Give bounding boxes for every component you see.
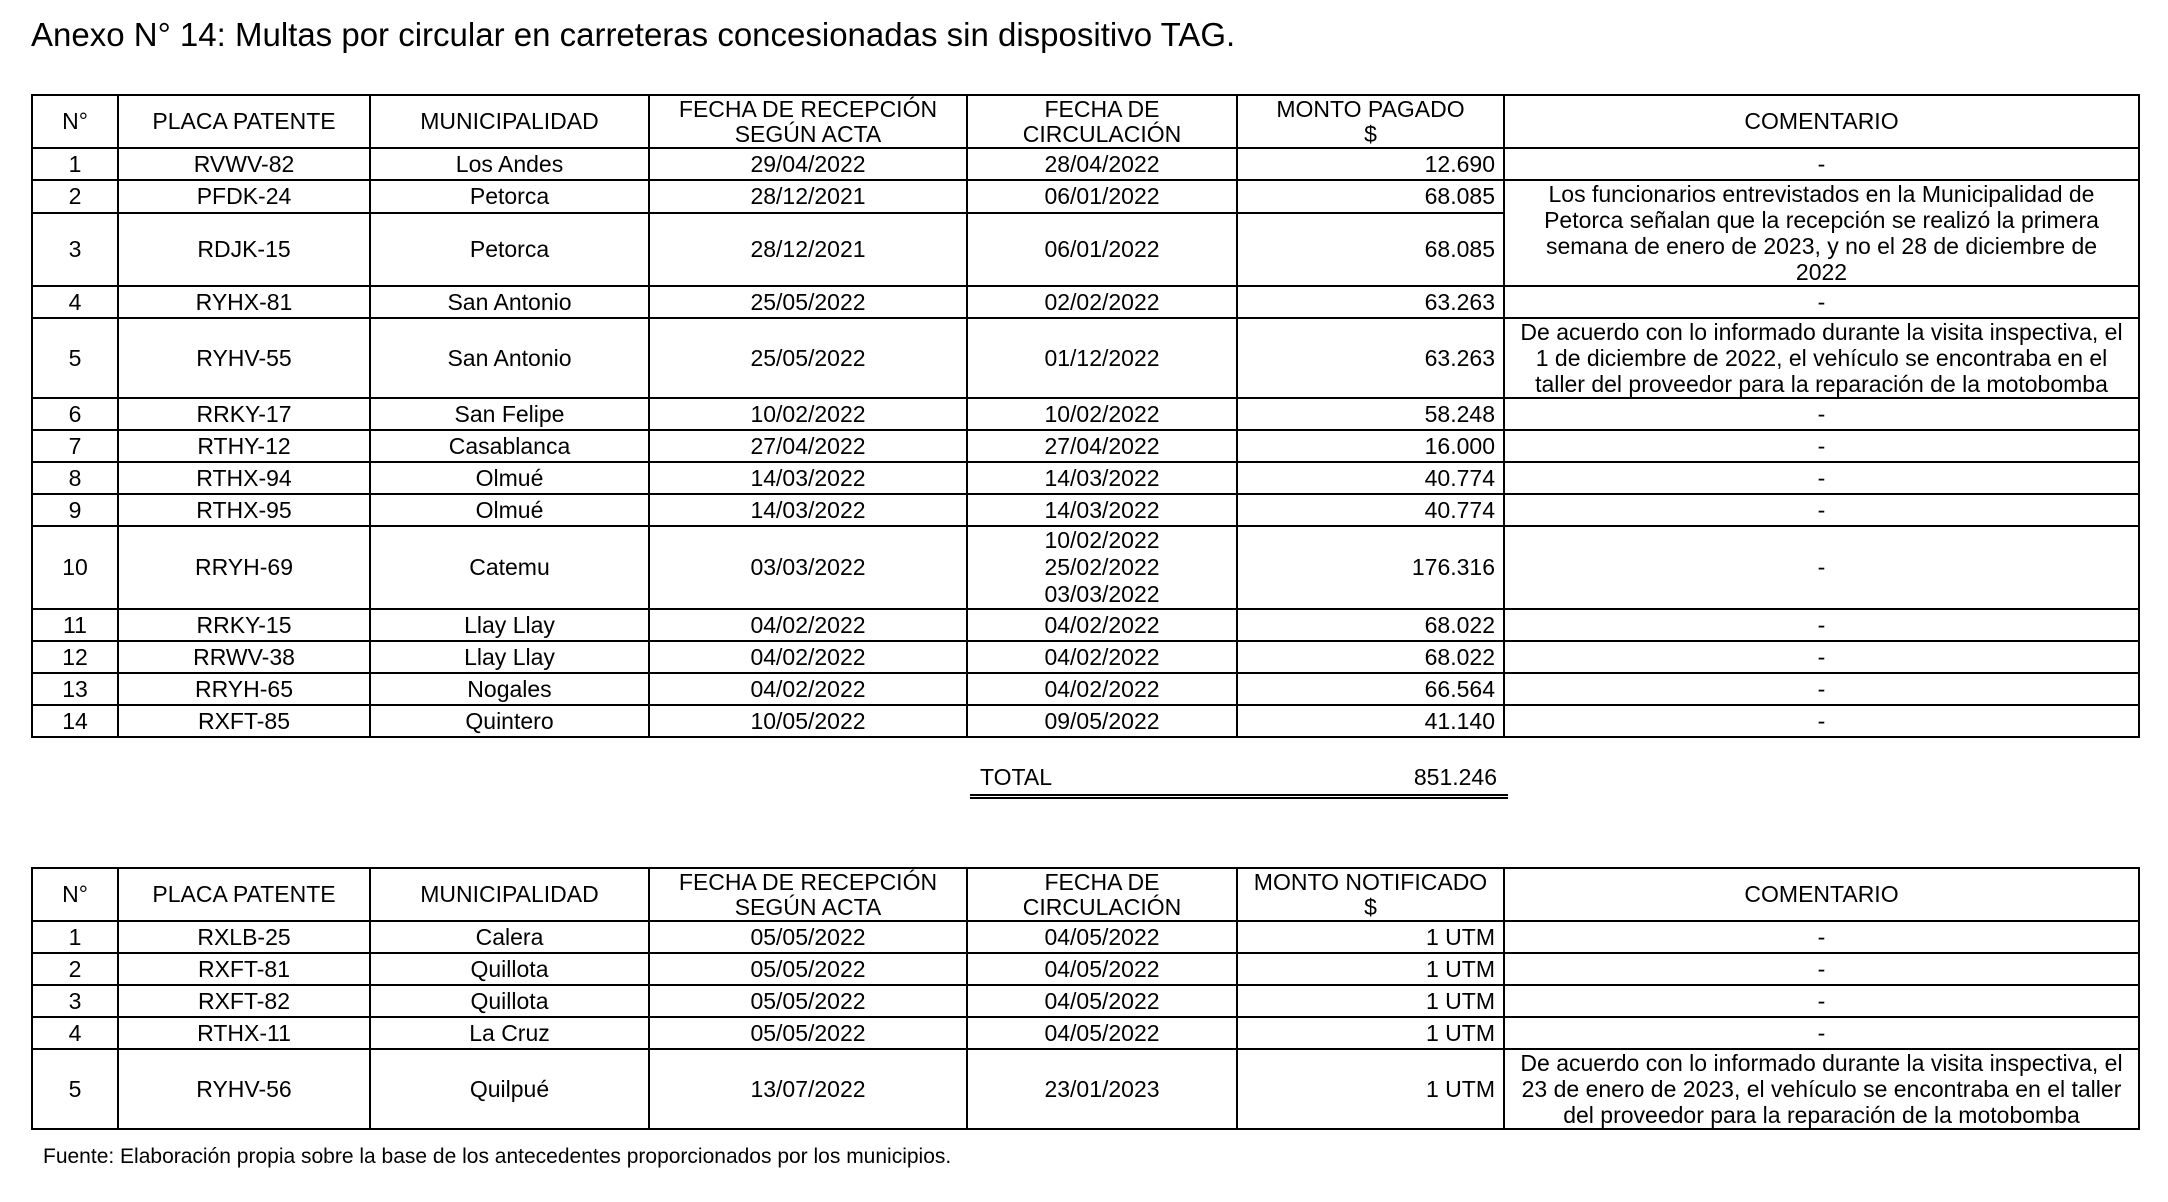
cell-recepcion: 05/05/2022 — [649, 921, 967, 953]
cell-monto: 40.774 — [1237, 462, 1504, 494]
cell-municipalidad: Llay Llay — [370, 641, 649, 673]
header-monto: MONTO PAGADO $ — [1237, 95, 1504, 148]
cell-circulacion: 27/04/2022 — [967, 430, 1237, 462]
cell-municipalidad: San Antonio — [370, 318, 649, 398]
header-municipalidad: MUNICIPALIDAD — [370, 95, 649, 148]
table-row — [32, 462, 2139, 494]
cell-recepcion: 04/02/2022 — [649, 641, 967, 673]
cell-recepcion: 05/05/2022 — [649, 1017, 967, 1049]
cell-comentario: De acuerdo con lo informado durante la visita inspectiva, el 1 de diciembre de 2022, el vehículo se encontraba en el taller del proveedor para la reparación de la motobomba — [1504, 318, 2139, 398]
cell-municipalidad: Quillota — [370, 985, 649, 1017]
cell-monto: 41.140 — [1237, 705, 1504, 737]
cell-municipalidad: Petorca — [370, 180, 649, 213]
table-row — [32, 673, 2139, 705]
cell-placa: RYHV-55 — [118, 318, 370, 398]
cell-circulacion: 04/02/2022 — [967, 673, 1237, 705]
cell-monto: 12.690 — [1237, 148, 1504, 180]
cell-comentario: - — [1504, 985, 2139, 1017]
cell-n: 2 — [32, 953, 118, 985]
cell-circulacion: 06/01/2022 — [967, 213, 1237, 286]
cell-placa: RRKY-17 — [118, 398, 370, 430]
cell-municipalidad: Olmué — [370, 494, 649, 526]
table-row — [32, 705, 2139, 737]
header-n: N° — [32, 868, 118, 921]
table-row — [32, 985, 2139, 1017]
header-placa: PLACA PATENTE — [118, 868, 370, 921]
cell-circulacion: 14/03/2022 — [967, 494, 1237, 526]
table-row — [32, 318, 2139, 398]
cell-municipalidad: Llay Llay — [370, 609, 649, 641]
cell-recepcion: 03/03/2022 — [649, 526, 967, 609]
header-municipalidad: MUNICIPALIDAD — [370, 868, 649, 921]
cell-circulacion: 10/02/2022 — [967, 398, 1237, 430]
cell-placa: RXFT-82 — [118, 985, 370, 1017]
fines-paid-table — [31, 94, 2140, 738]
cell-monto: 1 UTM — [1237, 921, 1504, 953]
cell-circulacion: 14/03/2022 — [967, 462, 1237, 494]
cell-municipalidad: Quintero — [370, 705, 649, 737]
cell-monto: 176.316 — [1237, 526, 1504, 609]
cell-monto: 1 UTM — [1237, 985, 1504, 1017]
table-row — [32, 398, 2139, 430]
cell-monto: 58.248 — [1237, 398, 1504, 430]
cell-recepcion: 10/02/2022 — [649, 398, 967, 430]
cell-circulacion: 28/04/2022 — [967, 148, 1237, 180]
total-label: TOTAL — [980, 764, 1052, 790]
cell-comentario: - — [1504, 398, 2139, 430]
cell-placa: RRWV-38 — [118, 641, 370, 673]
cell-n: 1 — [32, 921, 118, 953]
cell-recepcion: 25/05/2022 — [649, 318, 967, 398]
header-fecha-recepcion: FECHA DE RECEPCIÓN SEGÚN ACTA — [649, 868, 967, 921]
cell-placa: RYHV-56 — [118, 1049, 370, 1129]
cell-n: 3 — [32, 213, 118, 286]
cell-circulacion: 04/05/2022 — [967, 1017, 1237, 1049]
cell-n: 5 — [32, 318, 118, 398]
cell-n: 9 — [32, 494, 118, 526]
cell-monto: 66.564 — [1237, 673, 1504, 705]
header-fecha-circulacion: FECHA DE CIRCULACIÓN — [967, 95, 1237, 148]
table-header-row — [32, 868, 2139, 921]
table-row — [32, 1049, 2139, 1129]
cell-circulacion: 04/05/2022 — [967, 921, 1237, 953]
cell-recepcion: 04/02/2022 — [649, 609, 967, 641]
header-comentario: COMENTARIO — [1504, 868, 2139, 921]
cell-recepcion: 27/04/2022 — [649, 430, 967, 462]
cell-municipalidad: San Felipe — [370, 398, 649, 430]
cell-circulacion: 02/02/2022 — [967, 286, 1237, 318]
cell-circulacion: 04/02/2022 — [967, 609, 1237, 641]
cell-placa: RVWV-82 — [118, 148, 370, 180]
table-row — [32, 609, 2139, 641]
cell-comentario-merged: Los funcionarios entrevistados en la Municipalidad de Petorca señalan que la recepción se realizó la primera semana de enero de 2023, y no el 28 de diciembre de 2022 — [1504, 180, 2139, 286]
cell-comentario: - — [1504, 609, 2139, 641]
header-n: N° — [32, 95, 118, 148]
header-placa: PLACA PATENTE — [118, 95, 370, 148]
cell-circulacion: 04/05/2022 — [967, 953, 1237, 985]
cell-comentario: - — [1504, 286, 2139, 318]
cell-comentario: - — [1504, 641, 2139, 673]
cell-circulacion: 04/02/2022 — [967, 641, 1237, 673]
header-fecha-recepcion: FECHA DE RECEPCIÓN SEGÚN ACTA — [649, 95, 967, 148]
table-row — [32, 180, 2139, 213]
table-row — [32, 430, 2139, 462]
cell-monto: 68.022 — [1237, 609, 1504, 641]
table-row — [32, 953, 2139, 985]
cell-recepcion: 28/12/2021 — [649, 213, 967, 286]
cell-circulacion: 04/05/2022 — [967, 985, 1237, 1017]
total-value: 851.246 — [1413, 764, 1497, 790]
cell-monto: 1 UTM — [1237, 1017, 1504, 1049]
cell-placa: PFDK-24 — [118, 180, 370, 213]
cell-monto: 40.774 — [1237, 494, 1504, 526]
cell-comentario: De acuerdo con lo informado durante la visita inspectiva, el 23 de enero de 2023, el vehículo se encontraba en el taller del proveedor para la reparación de la motobomba — [1504, 1049, 2139, 1129]
cell-placa: RXFT-85 — [118, 705, 370, 737]
cell-placa: RRKY-15 — [118, 609, 370, 641]
cell-monto: 63.263 — [1237, 318, 1504, 398]
cell-circulacion: 01/12/2022 — [967, 318, 1237, 398]
cell-comentario: - — [1504, 526, 2139, 609]
cell-municipalidad: Los Andes — [370, 148, 649, 180]
cell-placa: RYHX-81 — [118, 286, 370, 318]
cell-recepcion: 14/03/2022 — [649, 462, 967, 494]
cell-monto: 68.022 — [1237, 641, 1504, 673]
cell-n: 13 — [32, 673, 118, 705]
cell-n: 11 — [32, 609, 118, 641]
cell-placa: RRYH-69 — [118, 526, 370, 609]
cell-placa: RRYH-65 — [118, 673, 370, 705]
cell-monto: 68.085 — [1237, 213, 1504, 286]
cell-placa: RTHX-95 — [118, 494, 370, 526]
cell-comentario: - — [1504, 1017, 2139, 1049]
cell-recepcion: 05/05/2022 — [649, 985, 967, 1017]
cell-circulacion: 10/02/2022 25/02/2022 03/03/2022 — [967, 526, 1237, 609]
cell-comentario: - — [1504, 673, 2139, 705]
header-fecha-circulacion: FECHA DE CIRCULACIÓN — [967, 868, 1237, 921]
cell-municipalidad: La Cruz — [370, 1017, 649, 1049]
cell-monto: 16.000 — [1237, 430, 1504, 462]
header-comentario: COMENTARIO — [1504, 95, 2139, 148]
cell-municipalidad: Olmué — [370, 462, 649, 494]
cell-municipalidad: Petorca — [370, 213, 649, 286]
cell-n: 4 — [32, 286, 118, 318]
cell-comentario: - — [1504, 494, 2139, 526]
cell-comentario: - — [1504, 462, 2139, 494]
cell-comentario: - — [1504, 148, 2139, 180]
cell-n: 5 — [32, 1049, 118, 1129]
cell-circulacion: 23/01/2023 — [967, 1049, 1237, 1129]
table-row — [32, 526, 2139, 609]
cell-recepcion: 05/05/2022 — [649, 953, 967, 985]
cell-n: 10 — [32, 526, 118, 609]
page-title: Anexo N° 14: Multas por circular en carreteras concesionadas sin dispositivo TAG. — [31, 16, 1236, 53]
cell-municipalidad: San Antonio — [370, 286, 649, 318]
cell-monto: 68.085 — [1237, 180, 1504, 213]
source-note: Fuente: Elaboración propia sobre la base de los antecedentes proporcionados por los municipios. — [43, 1145, 952, 1168]
cell-circulacion: 06/01/2022 — [967, 180, 1237, 213]
cell-recepcion: 04/02/2022 — [649, 673, 967, 705]
table-row — [32, 286, 2139, 318]
cell-recepcion: 25/05/2022 — [649, 286, 967, 318]
cell-n: 14 — [32, 705, 118, 737]
cell-n: 4 — [32, 1017, 118, 1049]
cell-circulacion: 09/05/2022 — [967, 705, 1237, 737]
table-row — [32, 641, 2139, 673]
cell-recepcion: 14/03/2022 — [649, 494, 967, 526]
cell-comentario: - — [1504, 953, 2139, 985]
cell-comentario: - — [1504, 705, 2139, 737]
cell-n: 1 — [32, 148, 118, 180]
cell-monto: 63.263 — [1237, 286, 1504, 318]
cell-placa: RDJK-15 — [118, 213, 370, 286]
cell-recepcion: 28/12/2021 — [649, 180, 967, 213]
cell-n: 6 — [32, 398, 118, 430]
table-row — [32, 494, 2139, 526]
cell-n: 2 — [32, 180, 118, 213]
cell-n: 8 — [32, 462, 118, 494]
table-header-row — [32, 95, 2139, 148]
total-row — [970, 764, 1508, 799]
cell-placa: RXFT-81 — [118, 953, 370, 985]
table-row — [32, 921, 2139, 953]
table-row — [32, 1017, 2139, 1049]
cell-n: 3 — [32, 985, 118, 1017]
cell-recepcion: 13/07/2022 — [649, 1049, 967, 1129]
fines-notified-table — [31, 867, 2140, 1130]
header-monto: MONTO NOTIFICADO $ — [1237, 868, 1504, 921]
cell-municipalidad: Casablanca — [370, 430, 649, 462]
cell-recepcion: 29/04/2022 — [649, 148, 967, 180]
cell-monto: 1 UTM — [1237, 953, 1504, 985]
cell-recepcion: 10/05/2022 — [649, 705, 967, 737]
cell-monto: 1 UTM — [1237, 1049, 1504, 1129]
cell-municipalidad: Quilpué — [370, 1049, 649, 1129]
cell-municipalidad: Quillota — [370, 953, 649, 985]
cell-comentario: - — [1504, 430, 2139, 462]
cell-placa: RTHX-11 — [118, 1017, 370, 1049]
table-row — [32, 148, 2139, 180]
cell-municipalidad: Catemu — [370, 526, 649, 609]
cell-placa: RTHY-12 — [118, 430, 370, 462]
cell-municipalidad: Nogales — [370, 673, 649, 705]
cell-placa: RTHX-94 — [118, 462, 370, 494]
cell-comentario: - — [1504, 921, 2139, 953]
cell-n: 12 — [32, 641, 118, 673]
cell-placa: RXLB-25 — [118, 921, 370, 953]
cell-municipalidad: Calera — [370, 921, 649, 953]
cell-n: 7 — [32, 430, 118, 462]
